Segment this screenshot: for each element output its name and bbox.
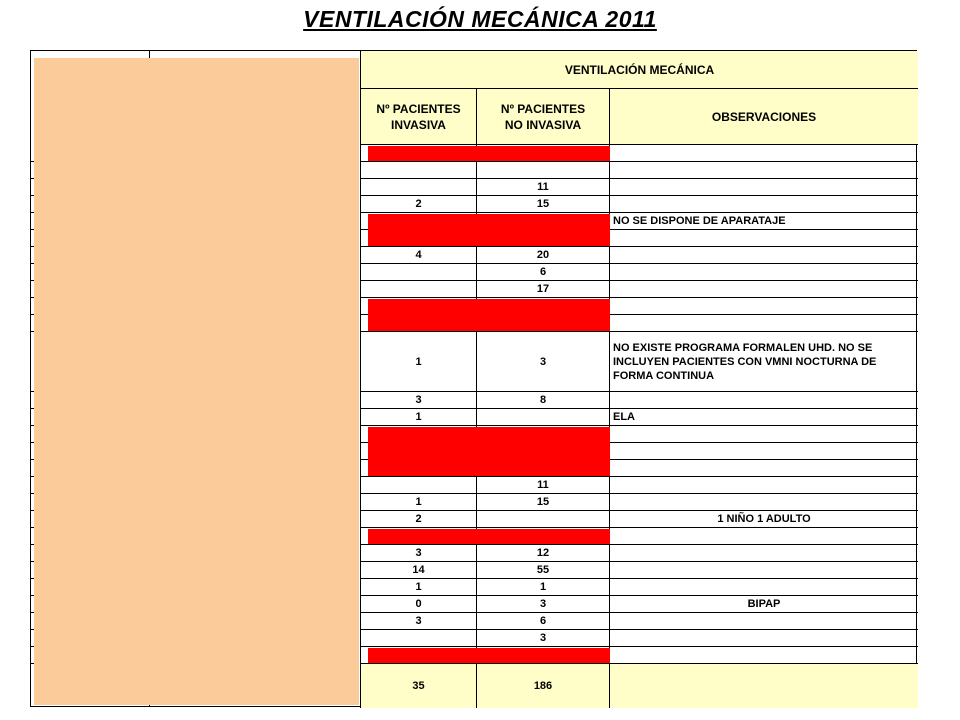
column-header-no-invasiva [477,89,610,145]
table-row [361,332,918,392]
table-row [361,562,918,579]
cell-invasiva [361,477,477,493]
table-frame [30,50,917,707]
cell-no-invasiva: 15 [477,196,610,212]
cell-no-invasiva: 20 [477,247,610,263]
cell-observaciones [610,494,918,510]
cell-invasiva: 3 [361,613,477,629]
table-row [361,264,918,281]
table-row [361,579,918,596]
table-row [361,494,918,511]
cell-observaciones [610,545,918,561]
cell-invasiva: 1 [361,494,477,510]
cell-observaciones: NO EXISTE PROGRAMA FORMALEN UHD. NO SE INCLUYEN PACIENTES CON VMNI NOCTURNA DE FORMA CONTINUA [613,341,877,382]
cell-observaciones [610,196,918,212]
cell-no-invasiva [477,511,610,527]
cell-observaciones [610,281,918,297]
cell-invasiva: 3 [361,392,477,408]
cell-invasiva: 3 [361,545,477,561]
table-row [361,630,918,647]
cell-observaciones [610,145,918,161]
cell-observaciones [610,528,918,544]
redaction-block [368,529,610,544]
redacted-hospital-names [34,58,359,705]
table-row [361,392,918,409]
table-row [361,281,918,298]
cell-no-invasiva: 12 [477,545,610,561]
cell-observaciones [610,613,918,629]
cell-observaciones [610,426,918,442]
cell-invasiva [361,179,477,195]
table-row [361,613,918,630]
table-row [361,409,918,426]
cell-observaciones: NO SE DISPONE DE APARATAJE [613,215,786,227]
cell-no-invasiva: 11 [477,179,610,195]
cell-observaciones: ELA [613,411,635,423]
column-header-invasiva-line1: Nº PACIENTES [376,101,461,116]
cell-invasiva: 1 [361,332,477,391]
totals-row [361,664,918,708]
cell-no-invasiva: 6 [477,613,610,629]
total-observaciones [610,664,918,708]
column-header-no-invasiva-line2: NO INVASIVA [504,117,582,132]
cell-observaciones [610,179,918,195]
cell-invasiva [361,630,477,646]
redaction-block [368,648,610,663]
column-header-invasiva [361,89,477,145]
cell-observaciones [610,230,918,246]
redaction-block [368,146,610,161]
cell-observaciones [610,630,918,646]
cell-invasiva: 2 [361,196,477,212]
cell-observaciones [610,392,918,408]
cell-invasiva: 2 [361,511,477,527]
column-header-no-invasiva-line1: Nº PACIENTES [500,101,586,116]
table-row [361,545,918,562]
table-row [361,511,918,528]
cell-observaciones [610,315,918,331]
cell-no-invasiva: 3 [477,630,610,646]
cell-invasiva [361,281,477,297]
cell-no-invasiva: 11 [477,477,610,493]
table-row [361,477,918,494]
cell-invasiva: 1 [361,409,477,425]
cell-observaciones [610,443,918,459]
cell-observaciones: BIPAP [747,598,781,610]
column-header-observaciones: OBSERVACIONES [610,89,918,145]
cell-observaciones [610,562,918,578]
cell-observaciones: 1 NIÑO 1 ADULTO [717,513,811,525]
cell-no-invasiva [477,409,610,425]
table-row [361,162,918,179]
cell-invasiva: 4 [361,247,477,263]
document-title: VENTILACIÓN MECÁNICA 2011 [303,6,657,32]
total-invasiva: 35 [361,664,477,708]
cell-invasiva: 1 [361,579,477,595]
cell-observaciones [610,647,918,663]
redaction-block [368,427,610,476]
ventilation-table [360,51,918,708]
column-header-invasiva-line2: INVASIVA [391,117,446,132]
cell-observaciones [610,477,918,493]
cell-no-invasiva: 3 [477,332,610,391]
cell-invasiva [361,162,477,178]
cell-no-invasiva: 15 [477,494,610,510]
cell-invasiva: 0 [361,596,477,612]
table-row [361,247,918,264]
cell-observaciones [610,460,918,476]
cell-no-invasiva: 55 [477,562,610,578]
cell-no-invasiva: 8 [477,392,610,408]
cell-invasiva: 14 [361,562,477,578]
cell-no-invasiva: 3 [477,596,610,612]
cell-observaciones [610,264,918,280]
redaction-block [368,299,610,331]
cell-invasiva [361,264,477,280]
cell-observaciones [610,162,918,178]
cell-no-invasiva: 17 [477,281,610,297]
cell-no-invasiva: 1 [477,579,610,595]
cell-observaciones [610,298,918,314]
table-row [361,179,918,196]
cell-no-invasiva: 6 [477,264,610,280]
total-no-invasiva: 186 [477,664,610,708]
cell-observaciones [610,579,918,595]
cell-observaciones [610,247,918,263]
table-row [361,596,918,613]
table-row [361,196,918,213]
redaction-block [368,214,610,246]
group-header: VENTILACIÓN MECÁNICA [361,51,918,89]
cell-no-invasiva [477,162,610,178]
